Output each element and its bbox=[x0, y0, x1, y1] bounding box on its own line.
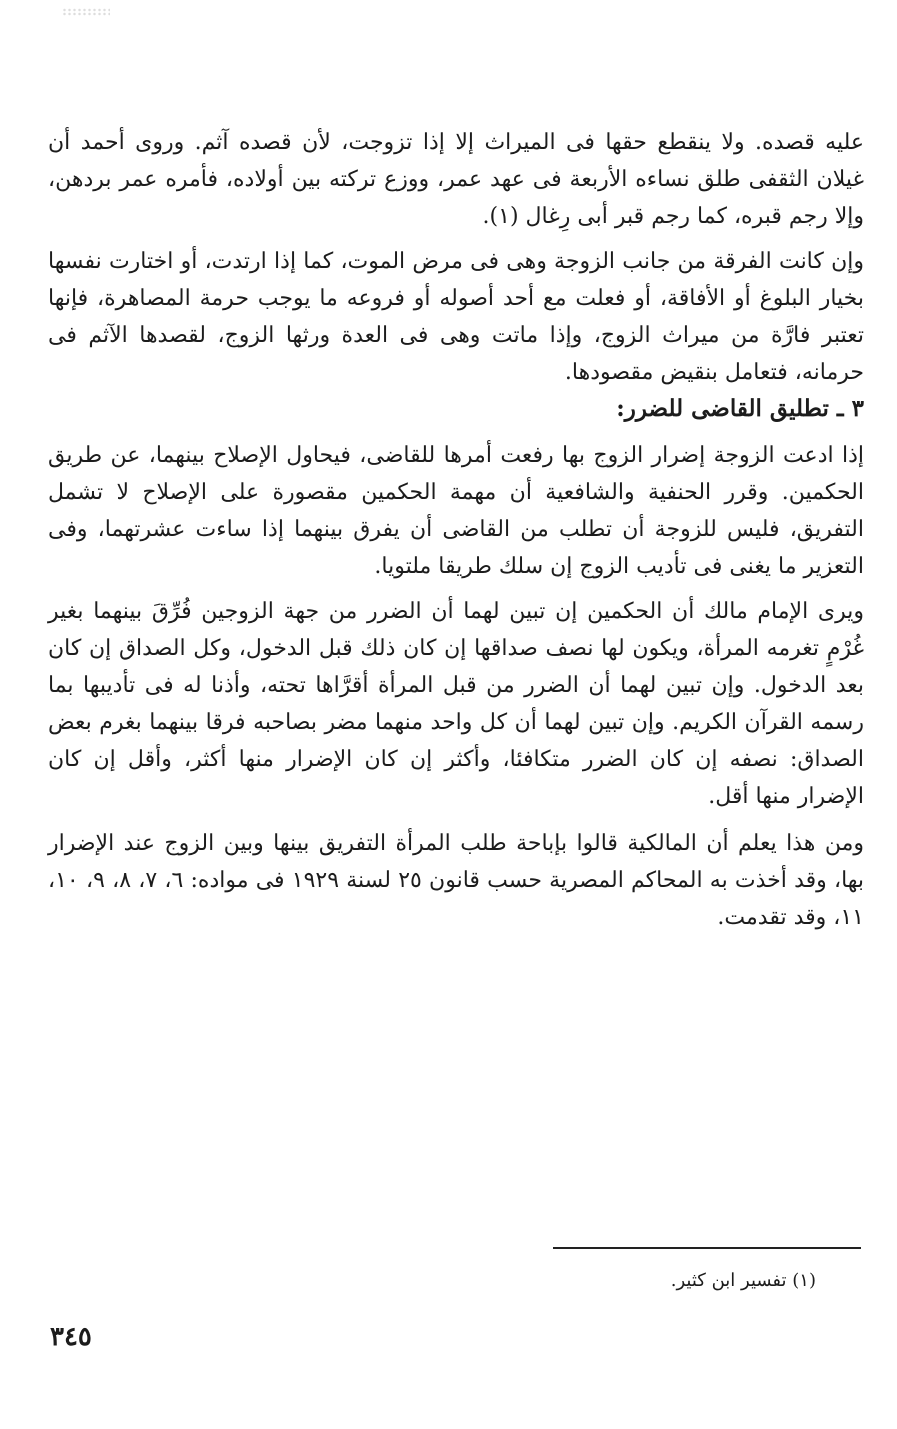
section-heading: ٣ ـ تطليق القاضى للضرر: bbox=[616, 395, 864, 422]
footnote: (١) تفسير ابن كثير. bbox=[670, 1270, 816, 1291]
paragraph-3: إذا ادعت الزوجة إضرار الزوج بها رفعت أمرها للقاضى، فيحاول الإصلاح بينهما، عن طريق الحكمين. وقرر الحنفية والشافعية أن مهمة الحكمين مقصورة على الإصلاح لا تشمل التفريق، فليس للزوجة أن تطلب من القاضى أن يفرق بينهما إذا ساءت عشرتهما، وفى التعزير ما يغنى فى تأديب الزوج إن سلك طريقا ملتويا. bbox=[48, 443, 864, 579]
scan-speck bbox=[62, 8, 110, 16]
paragraph-4: ويرى الإمام مالك أن الحكمين إن تبين لهما أن الضرر من جهة الزوجين فُرِّقَ بينهما بغير غُرْمٍ تغرمه المرأة، ويكون لها نصف صداقها إن كان ذلك قبل الدخول، وكل الصداق إن كان بعد الدخول. وإن تبين لهما أن الضرر من قبل المرأة أقرَّاها تحته، وأذنا له فى تأديبها بما رسمه القرآن الكريم. وإن تبين لهما أن كل واحد منهما مضر بصاحبه فرقا بينهما بغرم بعض الصداق: نصفه إن كان الضرر متكافئا، وأكثر إن كان الإضرار منها أكثر، وأقل إن كان الإضرار منها أقل. bbox=[48, 599, 864, 809]
paragraph-1: عليه قصده. ولا ينقطع حقها فى الميراث إلا إذا تزوجت، لأن قصده آثم. وروى أحمد أن غيلان الثقفى طلق نساءه الأربعة فى عهد عمر، ووزع تركته بين أولاده، فأمره عمر بردهن، وإلا رجم قبره، كما رجم قبر أبى رِغال (١). bbox=[48, 130, 864, 229]
main-text bbox=[48, 124, 864, 936]
paragraph-2: وإن كانت الفرقة من جانب الزوجة وهى فى مرض الموت، كما إذا ارتدت، أو اختارت نفسها بخيار البلوغ أو الأفاقة، أو فعلت مع أحد أصوله أو فروعه ما يوجب حرمة المصاهرة، فإنها تعتبر فارَّة من ميراث الزوج، وإذا ماتت وهى فى العدة ورثها الزوج، لقصدها الآثم فى حرمانه، فتعامل بنقيض مقصودها. bbox=[48, 249, 864, 385]
paragraph-5: ومن هذا يعلم أن المالكية قالوا بإباحة طلب المرأة التفريق بينها وبين الزوج عند الإضرار بها، وقد أخذت به المحاكم المصرية حسب قانون ٢٥ لسنة ١٩٢٩ فى مواده: ٦، ٧، ٨، ٩، ١٠، ١١، وقد تقدمت. bbox=[48, 831, 865, 930]
page-number: ٣٤٥ bbox=[50, 1322, 92, 1352]
footnote-divider bbox=[553, 1247, 861, 1249]
